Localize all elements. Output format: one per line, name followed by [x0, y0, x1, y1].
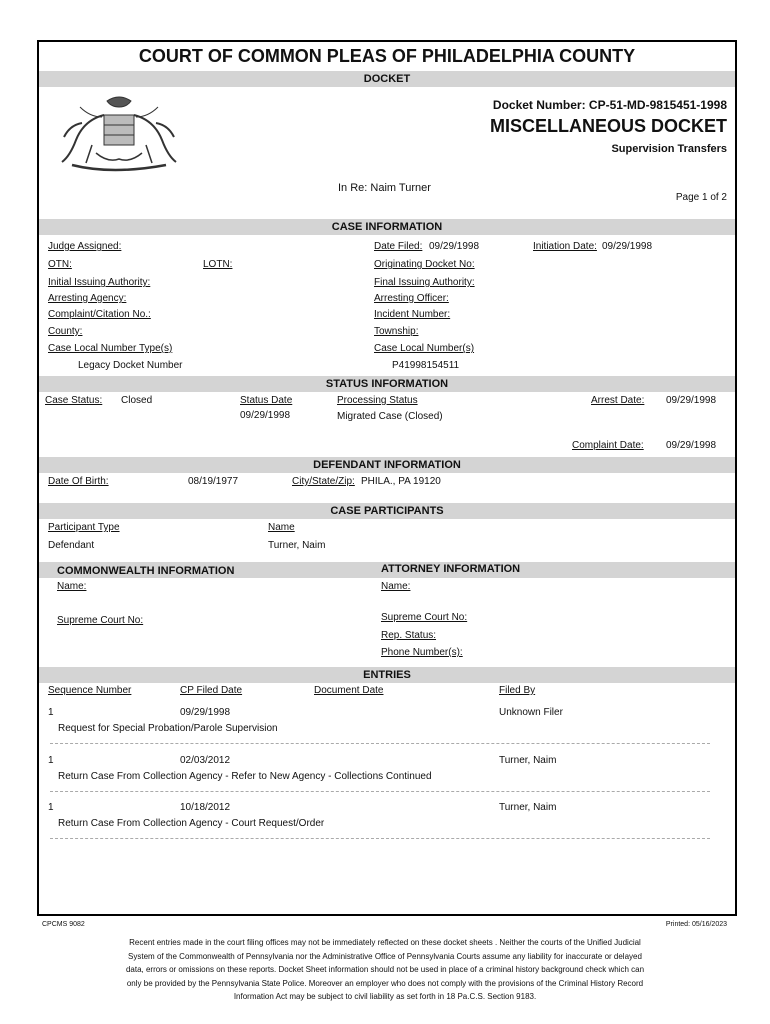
cp-filed-date-header: CP Filed Date — [180, 685, 243, 696]
entries-title: ENTRIES — [363, 669, 411, 681]
case-local-numbers-label: Case Local Number(s) — [374, 343, 475, 354]
entry-divider — [50, 838, 710, 839]
entry-filed-by: Turner, Naim — [499, 755, 557, 766]
incident-number-label: Incident Number: — [374, 309, 451, 320]
disclaimer-line: System of the Commonwealth of Pennsylvania nor the Administrative Office of Pennsylvania Courts assume any liability for inaccurate or delayed — [128, 951, 642, 961]
arresting-officer-label: Arresting Officer: — [374, 293, 449, 304]
filed-by-header: Filed By — [499, 685, 536, 696]
status-information-bar — [39, 376, 735, 392]
processing-status-value: Migrated Case (Closed) — [337, 411, 443, 422]
otn-label: OTN: — [48, 259, 72, 270]
disclaimer-line: Information Act may be subject to civil liability as set forth in 18 Pa.C.S. Section 9183. — [233, 992, 537, 1001]
initiation-date-label: Initiation Date: — [533, 241, 597, 252]
entry-cp-filed-date: 09/29/1998 — [180, 707, 231, 718]
complaint-date-value: 09/29/1998 — [666, 440, 717, 451]
entry-divider — [50, 791, 710, 792]
pennsylvania-seal-icon — [52, 93, 186, 175]
entry-description: Return Case From Collection Agency - Court Request/Order — [58, 818, 325, 829]
docket-bar-label: DOCKET — [363, 73, 411, 85]
complaint-date-label: Complaint Date: — [572, 440, 644, 451]
entries-bar — [39, 667, 735, 683]
sequence-number-header: Sequence Number — [48, 685, 132, 696]
defendant-information-title: DEFENDANT INFORMATION — [313, 459, 461, 471]
complaint-citation-label: Complaint/Citation No.: — [48, 309, 151, 320]
arrest-date-value: 09/29/1998 — [666, 395, 717, 406]
entry-sequence: 1 — [48, 707, 54, 718]
legacy-docket-number-value: P41998154511 — [392, 360, 460, 371]
commonwealth-name-label: Name: — [57, 581, 87, 592]
judge-assigned-label: Judge Assigned: — [48, 241, 122, 252]
disclaimer-line: data, errors or omissions on these reports. Docket Sheet information should not be used in place of a criminal history background check which can — [125, 965, 645, 974]
legacy-docket-number-type: Legacy Docket Number — [78, 360, 183, 371]
entry-cp-filed-date: 10/18/2012 — [180, 802, 231, 813]
county-label: County: — [48, 326, 83, 337]
case-participants-title: CASE PARTICIPANTS — [330, 505, 444, 517]
commonwealth-supreme-court-label: Supreme Court No: — [57, 615, 144, 626]
defendant-information-bar — [39, 457, 735, 473]
page-number: Page 1 of 2 — [675, 192, 727, 203]
participant-type-header: Participant Type — [48, 522, 120, 533]
entry-description: Request for Special Probation/Parole Supervision — [58, 723, 278, 734]
arrest-date-label: Arrest Date: — [591, 395, 645, 406]
case-participants-bar — [39, 503, 735, 519]
initiation-date-value: 09/29/1998 — [602, 241, 653, 252]
commonwealth-information-title: COMMONWEALTH INFORMATION — [57, 565, 235, 577]
initial-issuing-authority-label: Initial Issuing Authority: — [48, 277, 151, 288]
city-state-zip-value: PHILA., PA 19120 — [361, 476, 441, 487]
date-filed-value: 09/29/1998 — [429, 241, 480, 252]
date-filed-label: Date Filed: — [374, 241, 423, 252]
status-date-label: Status Date — [240, 395, 293, 406]
case-status-value: Closed — [121, 395, 153, 406]
status-information-title: STATUS INFORMATION — [325, 378, 449, 390]
arresting-agency-label: Arresting Agency: — [48, 293, 127, 304]
rep-status-label: Rep. Status: — [381, 630, 437, 641]
entry-cp-filed-date: 02/03/2012 — [180, 755, 231, 766]
disclaimer — [60, 936, 710, 1004]
in-re: In Re: Naim Turner — [338, 182, 431, 194]
entry-sequence: 1 — [48, 802, 54, 813]
phone-numbers-label: Phone Number(s): — [381, 647, 463, 658]
final-issuing-authority-label: Final Issuing Authority: — [374, 277, 475, 288]
lotn-label: LOTN: — [203, 259, 233, 270]
case-local-number-types-label: Case Local Number Type(s) — [48, 343, 173, 354]
participant-name-value: Turner, Naim — [268, 540, 326, 551]
attorney-information-title: ATTORNEY INFORMATION — [381, 563, 521, 575]
document-date-header: Document Date — [314, 685, 384, 696]
attorney-supreme-court-label: Supreme Court No: — [381, 612, 468, 623]
case-status-label: Case Status: — [45, 395, 103, 406]
docket-bar — [39, 71, 735, 87]
entry-sequence: 1 — [48, 755, 54, 766]
form-id: CPCMS 9082 — [42, 921, 85, 928]
case-information-title: CASE INFORMATION — [331, 221, 443, 233]
originating-docket-label: Originating Docket No: — [374, 259, 475, 270]
dob-value: 08/19/1977 — [188, 476, 239, 487]
printed-date: Printed: 05/16/2023 — [665, 921, 727, 928]
docket-number: Docket Number: CP-51-MD-9815451-1998 — [492, 98, 727, 112]
township-label: Township: — [374, 326, 419, 337]
disclaimer-line: Recent entries made in the court filing offices may not be immediately reflected on these docket sheets . Neither the courts of the Unified Judicial — [129, 938, 641, 947]
entry-filed-by: Unknown Filer — [499, 707, 563, 718]
court-title: COURT OF COMMON PLEAS OF PHILADELPHIA COUNTY — [138, 46, 636, 66]
status-date-value: 09/29/1998 — [240, 410, 291, 421]
processing-status-label: Processing Status — [337, 395, 418, 406]
participant-type-value: Defendant — [48, 540, 95, 551]
dob-label: Date Of Birth: — [48, 476, 109, 487]
entry-filed-by: Turner, Naim — [499, 802, 557, 813]
participant-name-header: Name — [268, 522, 295, 533]
entry-divider — [50, 743, 710, 744]
entry-description: Return Case From Collection Agency - Refer to New Agency - Collections Continued — [58, 771, 432, 782]
disclaimer-line: only be provided by the Pennsylvania State Police. Moreover an employer who does not comply with the provisions of the Criminal History Record — [126, 978, 644, 988]
case-information-bar — [39, 219, 735, 235]
city-state-zip-label: City/State/Zip: — [292, 476, 355, 487]
docket-type: MISCELLANEOUS DOCKET — [489, 116, 727, 136]
attorney-name-label: Name: — [381, 581, 411, 592]
docket-subtype: Supervision Transfers — [611, 143, 727, 155]
